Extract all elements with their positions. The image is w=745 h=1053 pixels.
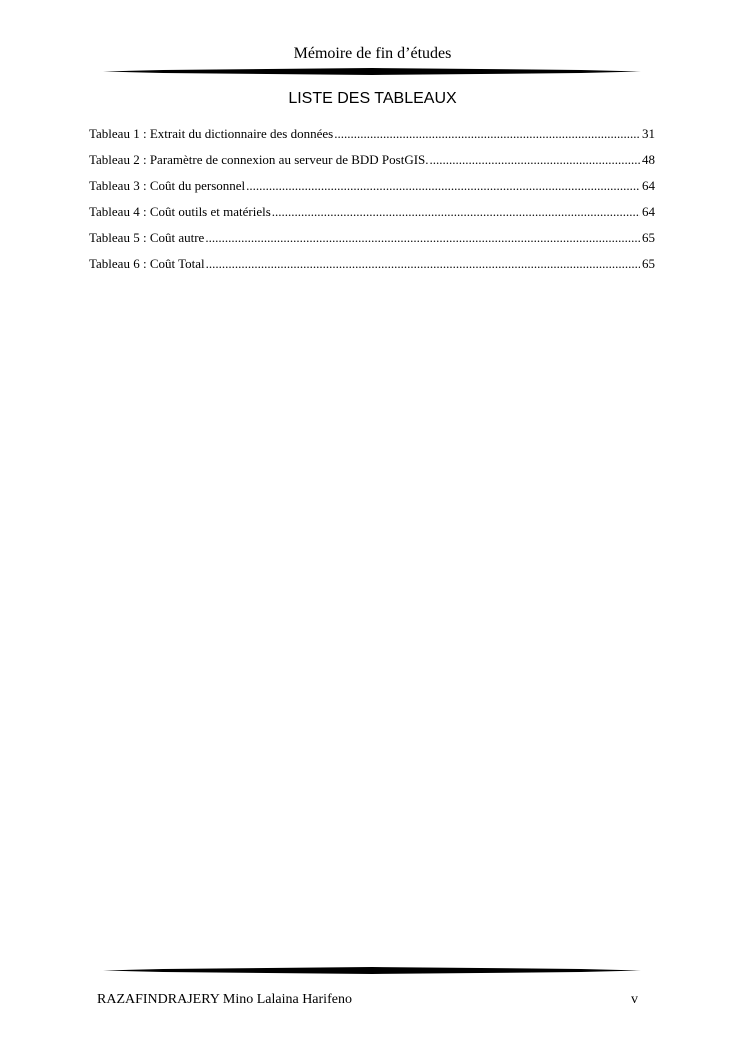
- header-rule: [103, 68, 641, 75]
- footer-page-number: v: [631, 992, 638, 1007]
- table-entry-label: Tableau 5 : Coût autre: [89, 230, 205, 245]
- table-entry-page: 65: [642, 256, 655, 271]
- dot-leader: [206, 255, 640, 273]
- table-entry[interactable]: [89, 151, 655, 177]
- table-entry-page: 31: [642, 126, 655, 141]
- footer-author: RAZAFINDRAJERY Mino Lalaina Harifeno: [97, 992, 352, 1007]
- table-entry[interactable]: [89, 229, 655, 255]
- table-entry-page: 64: [642, 178, 655, 193]
- table-entry-label: Tableau 1 : Extrait du dictionnaire des données: [89, 126, 334, 141]
- dot-leader: [272, 203, 640, 221]
- table-entry-page: 64: [642, 204, 655, 219]
- dot-leader: [334, 125, 640, 143]
- table-entry-label: Tableau 3 : Coût du personnel: [89, 178, 246, 193]
- table-entry-page: 65: [642, 230, 655, 245]
- dot-leader: [205, 229, 640, 247]
- table-entry[interactable]: [89, 125, 655, 151]
- table-entry-label: Tableau 6 : Coût Total: [89, 256, 205, 271]
- footer-rule: [103, 967, 641, 974]
- table-entry-page: 48: [642, 152, 655, 167]
- table-entry[interactable]: [89, 255, 655, 281]
- table-entry[interactable]: [89, 203, 655, 229]
- page-header-title: Mémoire de fin d’études: [293, 45, 452, 62]
- table-list: [89, 125, 655, 281]
- dot-leader: [430, 151, 640, 169]
- table-entry-label: Tableau 4 : Coût outils et matériels: [89, 204, 271, 219]
- table-entry-label: Tableau 2 : Paramètre de connexion au serveur de BDD PostGIS.: [89, 152, 429, 167]
- table-entry[interactable]: [89, 177, 655, 203]
- dot-leader: [246, 177, 640, 195]
- list-title: LISTE DES TABLEAUX: [288, 90, 457, 107]
